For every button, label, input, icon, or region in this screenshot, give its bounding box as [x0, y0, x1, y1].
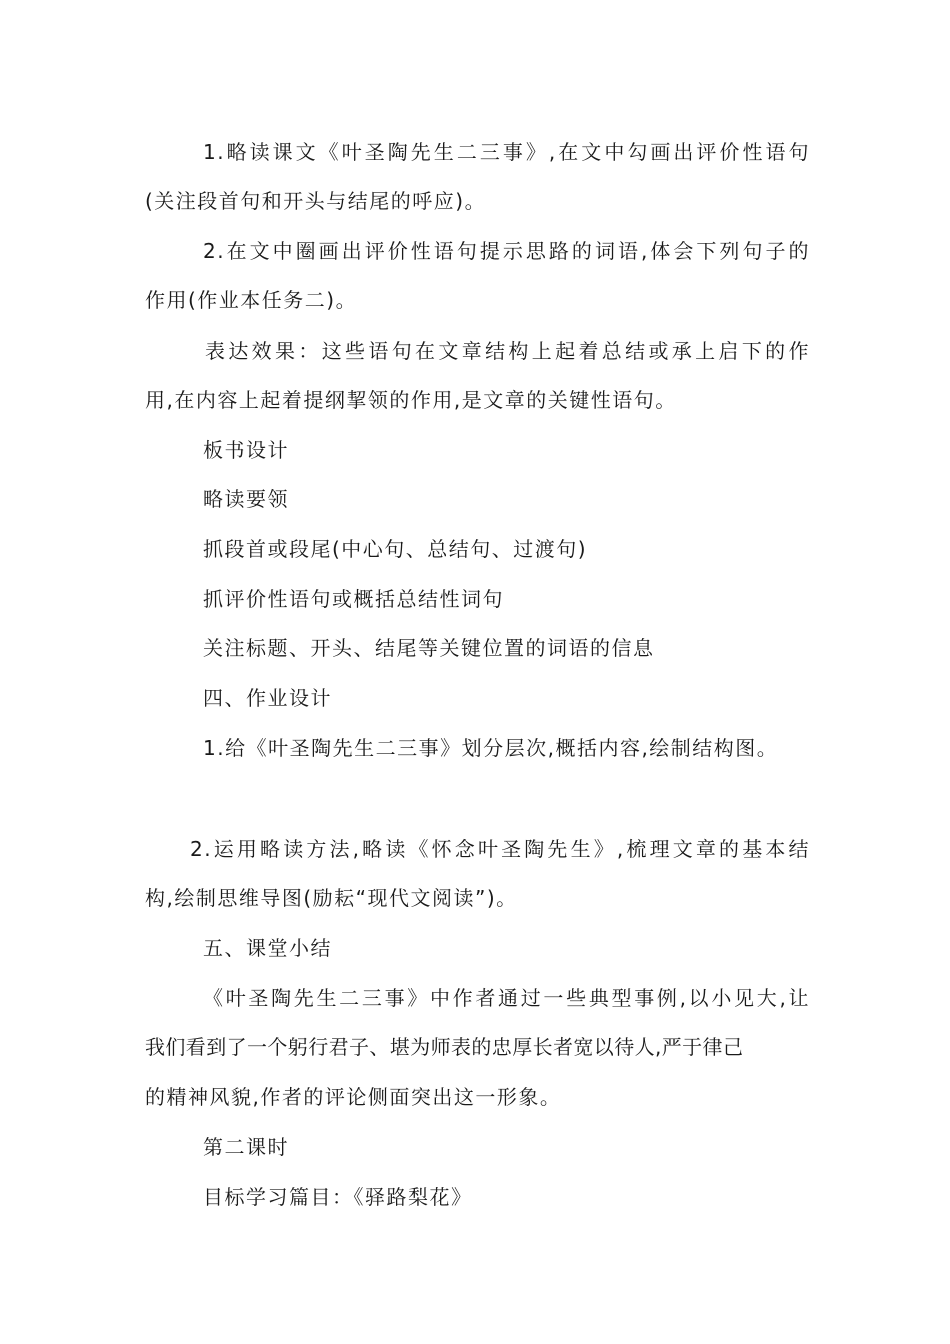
paragraph-line: 2.运用略读方法,略读《怀念叶圣陶先生》,梳理文章的基本结	[190, 837, 810, 861]
section-heading: 五、课堂小结	[203, 936, 332, 960]
sub-heading: 略读要领	[203, 487, 289, 511]
paragraph-line: 《叶圣陶先生二三事》中作者通过一些典型事例,以小见大,让	[203, 986, 810, 1010]
section-heading: 板书设计	[203, 438, 289, 462]
list-item: 抓评价性语句或概括总结性词句	[203, 587, 504, 611]
section-heading: 第二课时	[203, 1135, 289, 1159]
paragraph-line: 我们看到了一个躬行君子、堪为师表的忠厚长者宽以待人,严于律己	[145, 1035, 744, 1059]
paragraph-line: 构,绘制思维导图(励耘“现代文阅读”)。	[145, 886, 518, 910]
paragraph-line: 1.给《叶圣陶先生二三事》划分层次,概括内容,绘制结构图。	[203, 736, 779, 760]
list-item: 抓段首或段尾(中心句、总结句、过渡句)	[203, 537, 588, 561]
paragraph-line: 表达效果：这些语句在文章结构上起着总结或承上启下的作	[205, 339, 810, 363]
paragraph-line: (关注段首句和开头与结尾的呼应)。	[145, 189, 487, 213]
list-item: 关注标题、开头、结尾等关键位置的词语的信息	[203, 636, 655, 660]
paragraph-line: 的精神风貌,作者的评论侧面突出这一形象。	[145, 1085, 562, 1109]
paragraph-line: 作用(作业本任务二)。	[145, 288, 358, 312]
paragraph-line: 目标学习篇目：《驿路梨花》	[203, 1185, 473, 1209]
paragraph-line: 用,在内容上起着提纲挈领的作用,是文章的关键性语句。	[145, 388, 677, 412]
paragraph-line: 1.略读课文《叶圣陶先生二三事》,在文中勾画出评价性语句	[203, 140, 810, 164]
paragraph-line: 2.在文中圈画出评价性语句提示思路的词语,体会下列句子的	[203, 239, 810, 263]
section-heading: 四、作业设计	[203, 686, 332, 710]
